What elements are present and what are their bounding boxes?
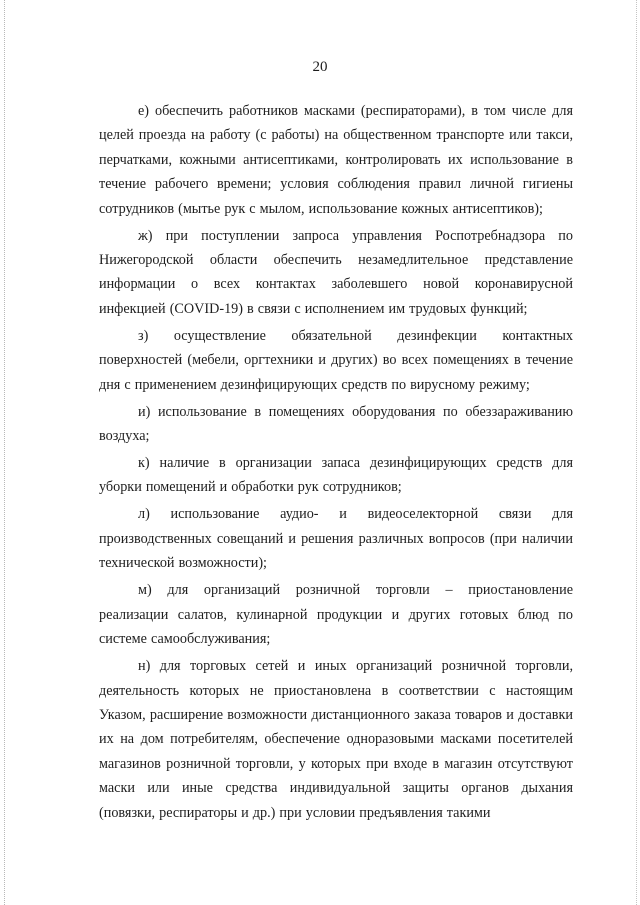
paragraph-m: м) для организаций розничной торговли – приостановление реализации салатов, кулинарной продукции и других готовых блюд по системе самообслуживания; (99, 582, 573, 648)
scan-edge-right (636, 0, 637, 905)
paragraph-n: н) для торговых сетей и иных организаций розничной торговли, деятельность которых не приостановлена в соответствии с настоящим Указом, расширение возможности дистанционного заказа товаров и доставки их на дом потребителям, обеспечение одноразовыми масками посетителей магазинов розничной торговли, у которых при входе в магазин отсутствуют маски или иные средства индивидуальной защиты органов дыхания (повязки, респираторы и др.) при условии предъявления такими (99, 658, 573, 821)
paragraph-l: л) использование аудио- и видеоселекторной связи для производственных совещаний и решения различных вопросов (при наличии технической возможности); (99, 506, 573, 572)
paragraph-k: к) наличие в организации запаса дезинфицирующих средств для уборки помещений и обработки рук сотрудников; (99, 455, 573, 496)
document-body (99, 99, 573, 828)
scan-edge-left (4, 0, 5, 905)
page-number: 20 (312, 59, 328, 75)
paragraph-z: з) осуществление обязательной дезинфекции контактных поверхностей (мебели, оргтехники и других) во всех помещениях в течение дня с применением дезинфицирующих средств по вирусному режиму; (99, 327, 573, 393)
paragraph-i: и) использование в помещениях оборудования по обеззараживанию воздуха; (99, 403, 573, 445)
paragraph-e: е) обеспечить работников масками (респираторами), в том числе для целей проезда на работу (с работы) на общественном транспорте или такси, перчатками, кожными антисептиками, контролировать их использование в течение рабочего времени; условия соблюдения правил личной гигиены сотрудников (мытье рук с мылом, использование кожных антисептиков); (99, 103, 573, 217)
paragraph-zh: ж) при поступлении запроса управления Роспотребнадзора по Нижегородской области обеспечить незамедлительное представление информации о всех контактах заболевшего новой коронавирусной инфекцией (COVID-19) в связи с исполнением им трудовых функций; (99, 227, 573, 317)
